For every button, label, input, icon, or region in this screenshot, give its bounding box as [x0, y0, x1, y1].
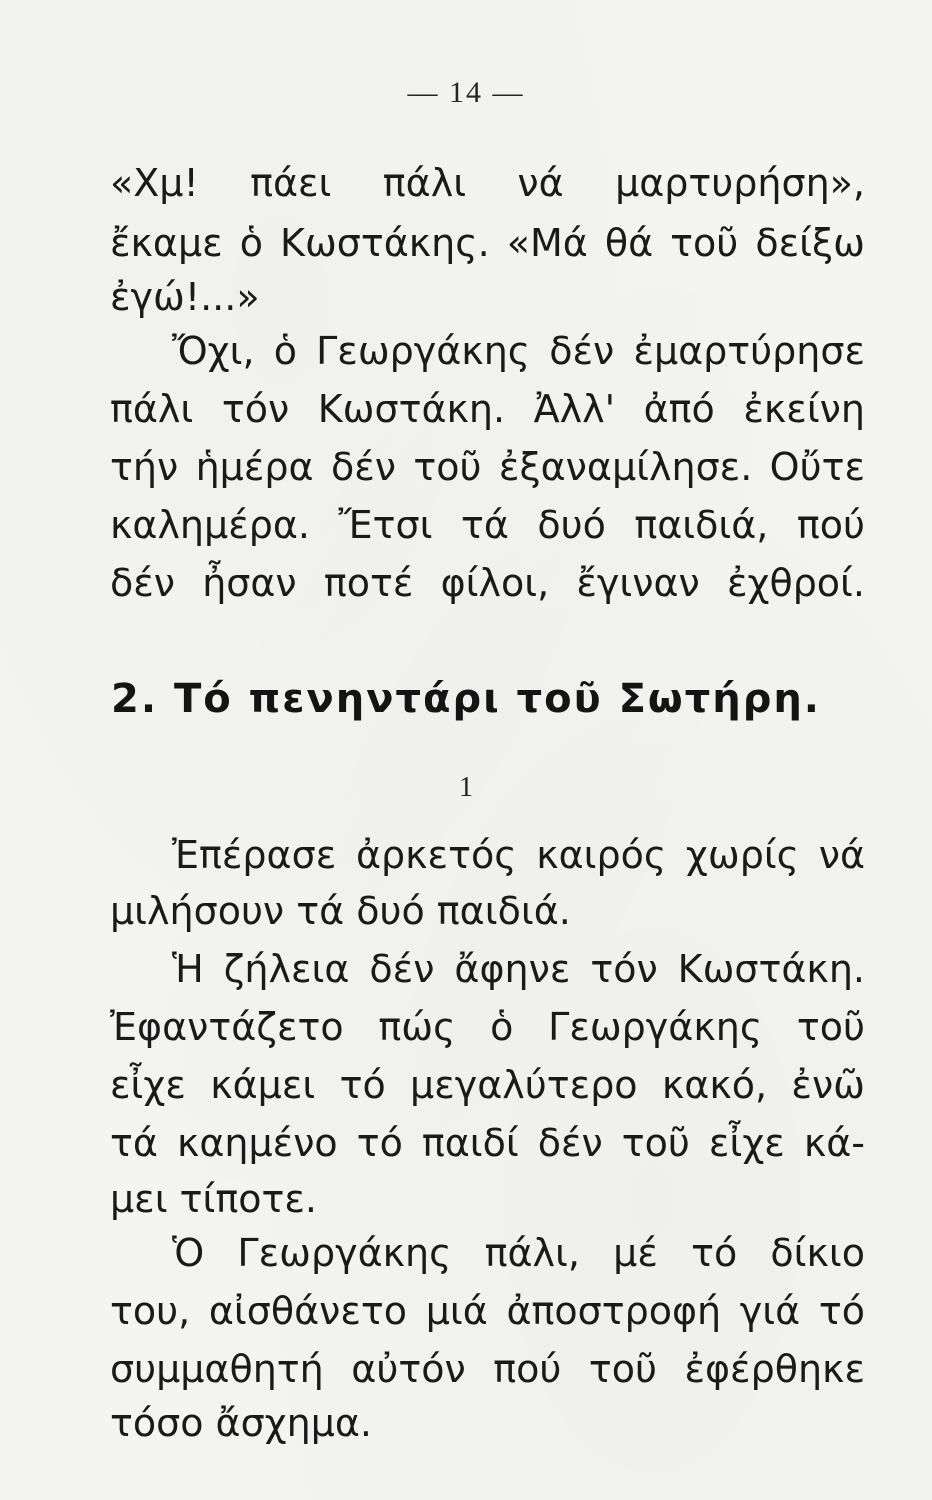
text-line: συμμαθητή αὐτόν πού τοῦ ἐφέρθηκε — [110, 1347, 865, 1391]
text-line: ἐγώ!...» — [110, 275, 260, 319]
text-line: μει τίποτε. — [110, 1177, 318, 1221]
text-line: Ἐπέρασε ἀρκετός καιρός χωρίς νά — [172, 833, 865, 877]
text-line: Ἡ ζήλεια δέν ἄφηνε τόν Κωστάκη. — [172, 947, 865, 991]
text-line: του, αἰσθάνετο μιά ἀποστροφή γιά τό — [110, 1289, 865, 1333]
text-line: τήν ἡμέρα δέν τοῦ ἐξαναμίλησε. Οὔτε — [110, 445, 865, 489]
section-heading: 2. Τό πενηντάρι τοῦ Σωτήρη. — [110, 676, 821, 722]
page-number: — 14 — — [407, 76, 525, 109]
text-line: ἔκαμε ὁ Κωστάκης. «Μά θά τοῦ δείξω — [110, 221, 865, 265]
text-line: τόσο ἄσχημα. — [110, 1401, 373, 1445]
text-line: τά καημένο τό παιδί δέν τοῦ εἶχε κά- — [110, 1121, 865, 1165]
text-line: μιλήσουν τά δυό παιδιά. — [110, 889, 571, 933]
text-line: πάλι τόν Κωστάκη. Ἀλλ' ἀπό ἐκείνη — [110, 387, 865, 431]
text-line: εἶχε κάμει τό μεγαλύτερο κακό, ἐνῶ — [110, 1063, 865, 1107]
text-line: Ἐφαντάζετο πώς ὁ Γεωργάκης τοῦ — [110, 1005, 865, 1049]
text-line: καλημέρα. Ἔτσι τά δυό παιδιά, πού — [110, 503, 865, 547]
text-line: Ὄχι, ὁ Γεωργάκης δέν ἐμαρτύρησε — [172, 329, 865, 373]
text-line: δέν ἦσαν ποτέ φίλοι, ἔγιναν ἐχθροί. — [110, 561, 865, 605]
text-line: «Χμ! πάει πάλι νά μαρτυρήση», — [110, 161, 865, 205]
subsection-number: 1 — [459, 772, 473, 803]
text-line: Ὁ Γεωργάκης πάλι, μέ τό δίκιο — [172, 1231, 865, 1275]
